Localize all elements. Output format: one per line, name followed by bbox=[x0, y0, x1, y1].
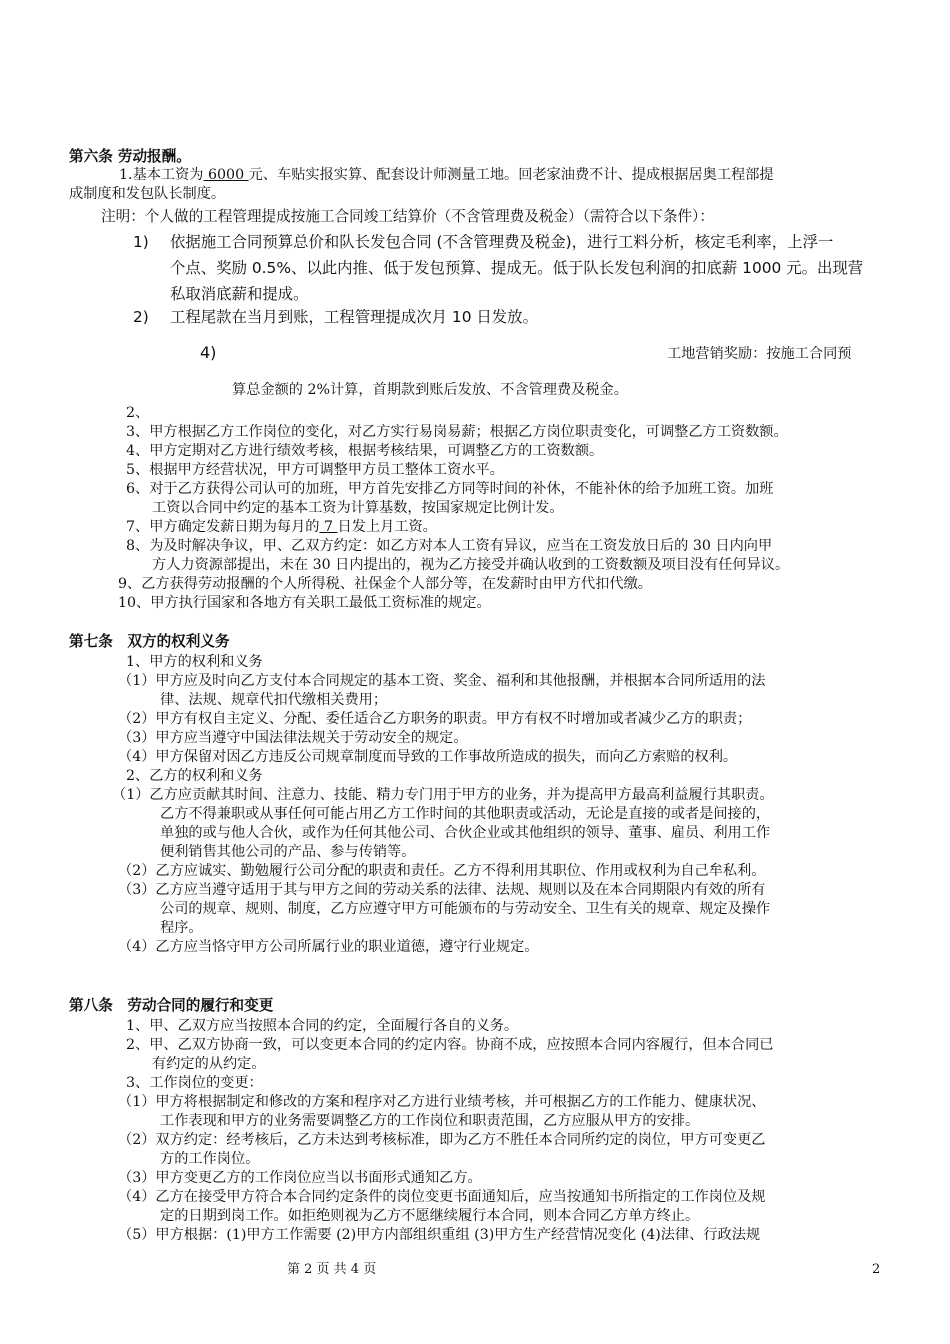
art8-sub-1-b: 工作表现和甲方的业务需要调整乙方的工作岗位和职责范围，乙方应服从甲方的安排。 bbox=[160, 1113, 700, 1129]
art8-item-3-heading: 3、工作岗位的变更： bbox=[126, 1075, 263, 1091]
item-5: 5、根据甲方经营状况，甲方可调整甲方员工整体工资水平。 bbox=[126, 462, 504, 478]
salary-line-cont: 成制度和发包队长制度。 bbox=[69, 186, 226, 202]
party-a-item-1-a: （1）甲方应及时向乙方支付本合同规定的基本工资、奖金、福利和其他报酬，并根据本合同所适用的法 bbox=[118, 673, 766, 689]
party-b-item-1-b: 乙方不得兼职或从事任何可能占用乙方工作时间的其他职责或活动，无论是直接的或者是间接的， bbox=[160, 806, 771, 822]
salary-prefix: 1.基本工资为 bbox=[119, 167, 204, 183]
art8-item-1: 1、甲、乙双方应当按照本合同的约定，全面履行各自的义务。 bbox=[126, 1018, 519, 1034]
item-2: 2、 bbox=[126, 405, 150, 421]
item-6-line-a: 6、对于乙方获得公司认可的加班，甲方首先安排乙方同等时间的补休，不能补休的给予加班工资。加班 bbox=[126, 481, 774, 497]
party-a-item-4: （4）甲方保留对因乙方违反公司规章制度而导致的工作事故所造成的损失，而向乙方索赔的权利。 bbox=[118, 749, 738, 765]
note-1-line-b: 个点、奖励 0.5%、以此内推、低于发包预算、提成无。低于队长发包利润的扣底薪 1000 元。出现营 bbox=[170, 259, 864, 277]
art8-sub-3: （3）甲方变更乙方的工作岗位应当以书面形式通知乙方。 bbox=[118, 1170, 482, 1186]
art8-item-2-b: 有约定的从约定。 bbox=[152, 1056, 266, 1072]
party-b-item-3-c: 程序。 bbox=[160, 920, 203, 936]
item-3: 3、甲方根据乙方工作岗位的变化，对乙方实行易岗易薪；根据乙方岗位职责变化，可调整乙方工资数额。 bbox=[126, 424, 788, 440]
item-9: 9、乙方获得劳动报酬的个人所得税、社保金个人部分等，在发薪时由甲方代扣代缴。 bbox=[118, 576, 652, 592]
footer-page-info: 第 2 页 共 4 页 bbox=[287, 1262, 377, 1277]
payday: 7 bbox=[319, 519, 338, 535]
footer-page-number: 2 bbox=[872, 1262, 881, 1277]
note-1-number: 1) bbox=[133, 233, 149, 251]
party-b-item-3-a: （3）乙方应当遵守适用于其与甲方之间的劳动关系的法律、法规、规则以及在本合同期限内有效的所有 bbox=[118, 882, 766, 898]
art8-sub-2-a: （2）双方约定：经考核后，乙方未达到考核标准，即为乙方不胜任本合同所约定的岗位，甲方可变更乙 bbox=[118, 1132, 766, 1148]
party-b-item-1-a: （1）乙方应贡献其时间、注意力、技能、精力专门用于甲方的业务，并为提高甲方最高利益履行其职责。 bbox=[112, 787, 774, 803]
party-a-heading: 1、甲方的权利和义务 bbox=[126, 654, 263, 670]
party-b-item-2: （2）乙方应诚实、勤勉履行公司分配的职责和责任。乙方不得利用其职位、作用或权利为自己牟私利。 bbox=[118, 863, 766, 879]
salary-suffix: 元、车贴实报实算、配套设计师测量工地。回老家油费不计、提成根据居奥工程部提 bbox=[248, 167, 774, 183]
party-a-item-3: （3）甲方应当遵守中国法律法规关于劳动安全的规定。 bbox=[118, 730, 468, 746]
party-a-item-1-b: 律、法规、规章代扣代缴相关费用； bbox=[160, 692, 388, 708]
article-6-title: 第六条 劳动报酬。 bbox=[69, 148, 191, 165]
note-title: 注明：个人做的工程管理提成按施工合同竣工结算价（不含管理费及税金）（需符合以下条件）： bbox=[101, 208, 714, 225]
item-6-line-b: 工资以合同中约定的基本工资为计算基数，按国家规定比例计发。 bbox=[152, 500, 564, 516]
item-4-right-text: 工地营销奖励：按施工合同预 bbox=[667, 346, 852, 362]
party-b-item-3-b: 公司的规章、规则、制度，乙方应遵守甲方可能颁布的与劳动安全、卫生有关的规章、规定及操作 bbox=[160, 901, 771, 917]
party-a-item-2: （2）甲方有权自主定义、分配、委任适合乙方职务的职责。甲方有权不时增加或者减少乙方的职责； bbox=[118, 711, 752, 727]
article-8-title: 第八条 劳动合同的履行和变更 bbox=[69, 997, 274, 1014]
item-4-number: 4) bbox=[200, 343, 217, 362]
item-4: 4、甲方定期对乙方进行绩效考核，根据考核结果，可调整乙方的工资数额。 bbox=[126, 443, 604, 459]
art8-sub-5: （5）甲方根据：(1)甲方工作需要 (2)甲方内部组织重组 (3)甲方生产经营情况变化 (4)法律、行政法规 bbox=[118, 1227, 761, 1243]
item-4-continuation: 算总金额的 2%计算，首期款到账后发放、不含管理费及税金。 bbox=[232, 382, 628, 398]
note-2-text: 工程尾款在当月到账，工程管理提成次月 10 日发放。 bbox=[170, 308, 538, 326]
art8-sub-4-b: 定的日期到岗工作。如拒绝则视为乙方不愿继续履行本合同，则本合同乙方单方终止。 bbox=[160, 1208, 700, 1224]
party-b-item-1-d: 便利销售其他公司的产品、参与传销等。 bbox=[160, 844, 416, 860]
item-7 bbox=[126, 518, 437, 537]
article-7-title: 第七条 双方的权利义务 bbox=[69, 633, 230, 650]
item-10: 10、甲方执行国家和各地方有关职工最低工资标准的规定。 bbox=[118, 595, 491, 611]
note-1-line-c: 私取消底薪和提成。 bbox=[170, 285, 309, 303]
item-7-suffix: 日发上月工资。 bbox=[337, 519, 437, 535]
note-1-line-a: 依据施工合同预算总价和队长发包合同 (不含管理费及税金)，进行工料分析，核定毛利率，上浮一 bbox=[170, 233, 834, 251]
art8-sub-1-a: （1）甲方将根据制定和修改的方案和程序对乙方进行业绩考核，并可根据乙方的工作能力、健康状况、 bbox=[118, 1094, 766, 1110]
salary-amount: 6000 bbox=[203, 167, 249, 183]
salary-line bbox=[119, 166, 774, 185]
item-8-line-b: 方人力资源部提出，未在 30 日内提出的，视为乙方接受并确认收到的工资数额及项目没有任何异议。 bbox=[152, 557, 790, 573]
party-b-item-4: （4）乙方应当恪守甲方公司所属行业的职业道德，遵守行业规定。 bbox=[118, 939, 539, 955]
art8-sub-4-a: （4）乙方在接受甲方符合本合同约定条件的岗位变更书面通知后，应当按通知书所指定的工作岗位及规 bbox=[118, 1189, 766, 1205]
art8-sub-2-b: 方的工作岗位。 bbox=[160, 1151, 260, 1167]
item-7-prefix: 7、甲方确定发薪日期为每月的 bbox=[126, 519, 320, 535]
art8-item-2-a: 2、甲、乙双方协商一致，可以变更本合同的约定内容。协商不成，应按照本合同内容履行，但本合同已 bbox=[126, 1037, 774, 1053]
party-b-heading: 2、乙方的权利和义务 bbox=[126, 768, 263, 784]
note-2-number: 2) bbox=[133, 308, 149, 326]
item-8-line-a: 8、为及时解决争议，甲、乙双方约定：如乙方对本人工资有异议，应当在工资发放日后的 30 日内向甲 bbox=[126, 538, 773, 554]
party-b-item-1-c: 单独的或与他人合伙，或作为任何其他公司、合伙企业或其他组织的领导、董事、雇员、利用工作 bbox=[160, 825, 771, 841]
